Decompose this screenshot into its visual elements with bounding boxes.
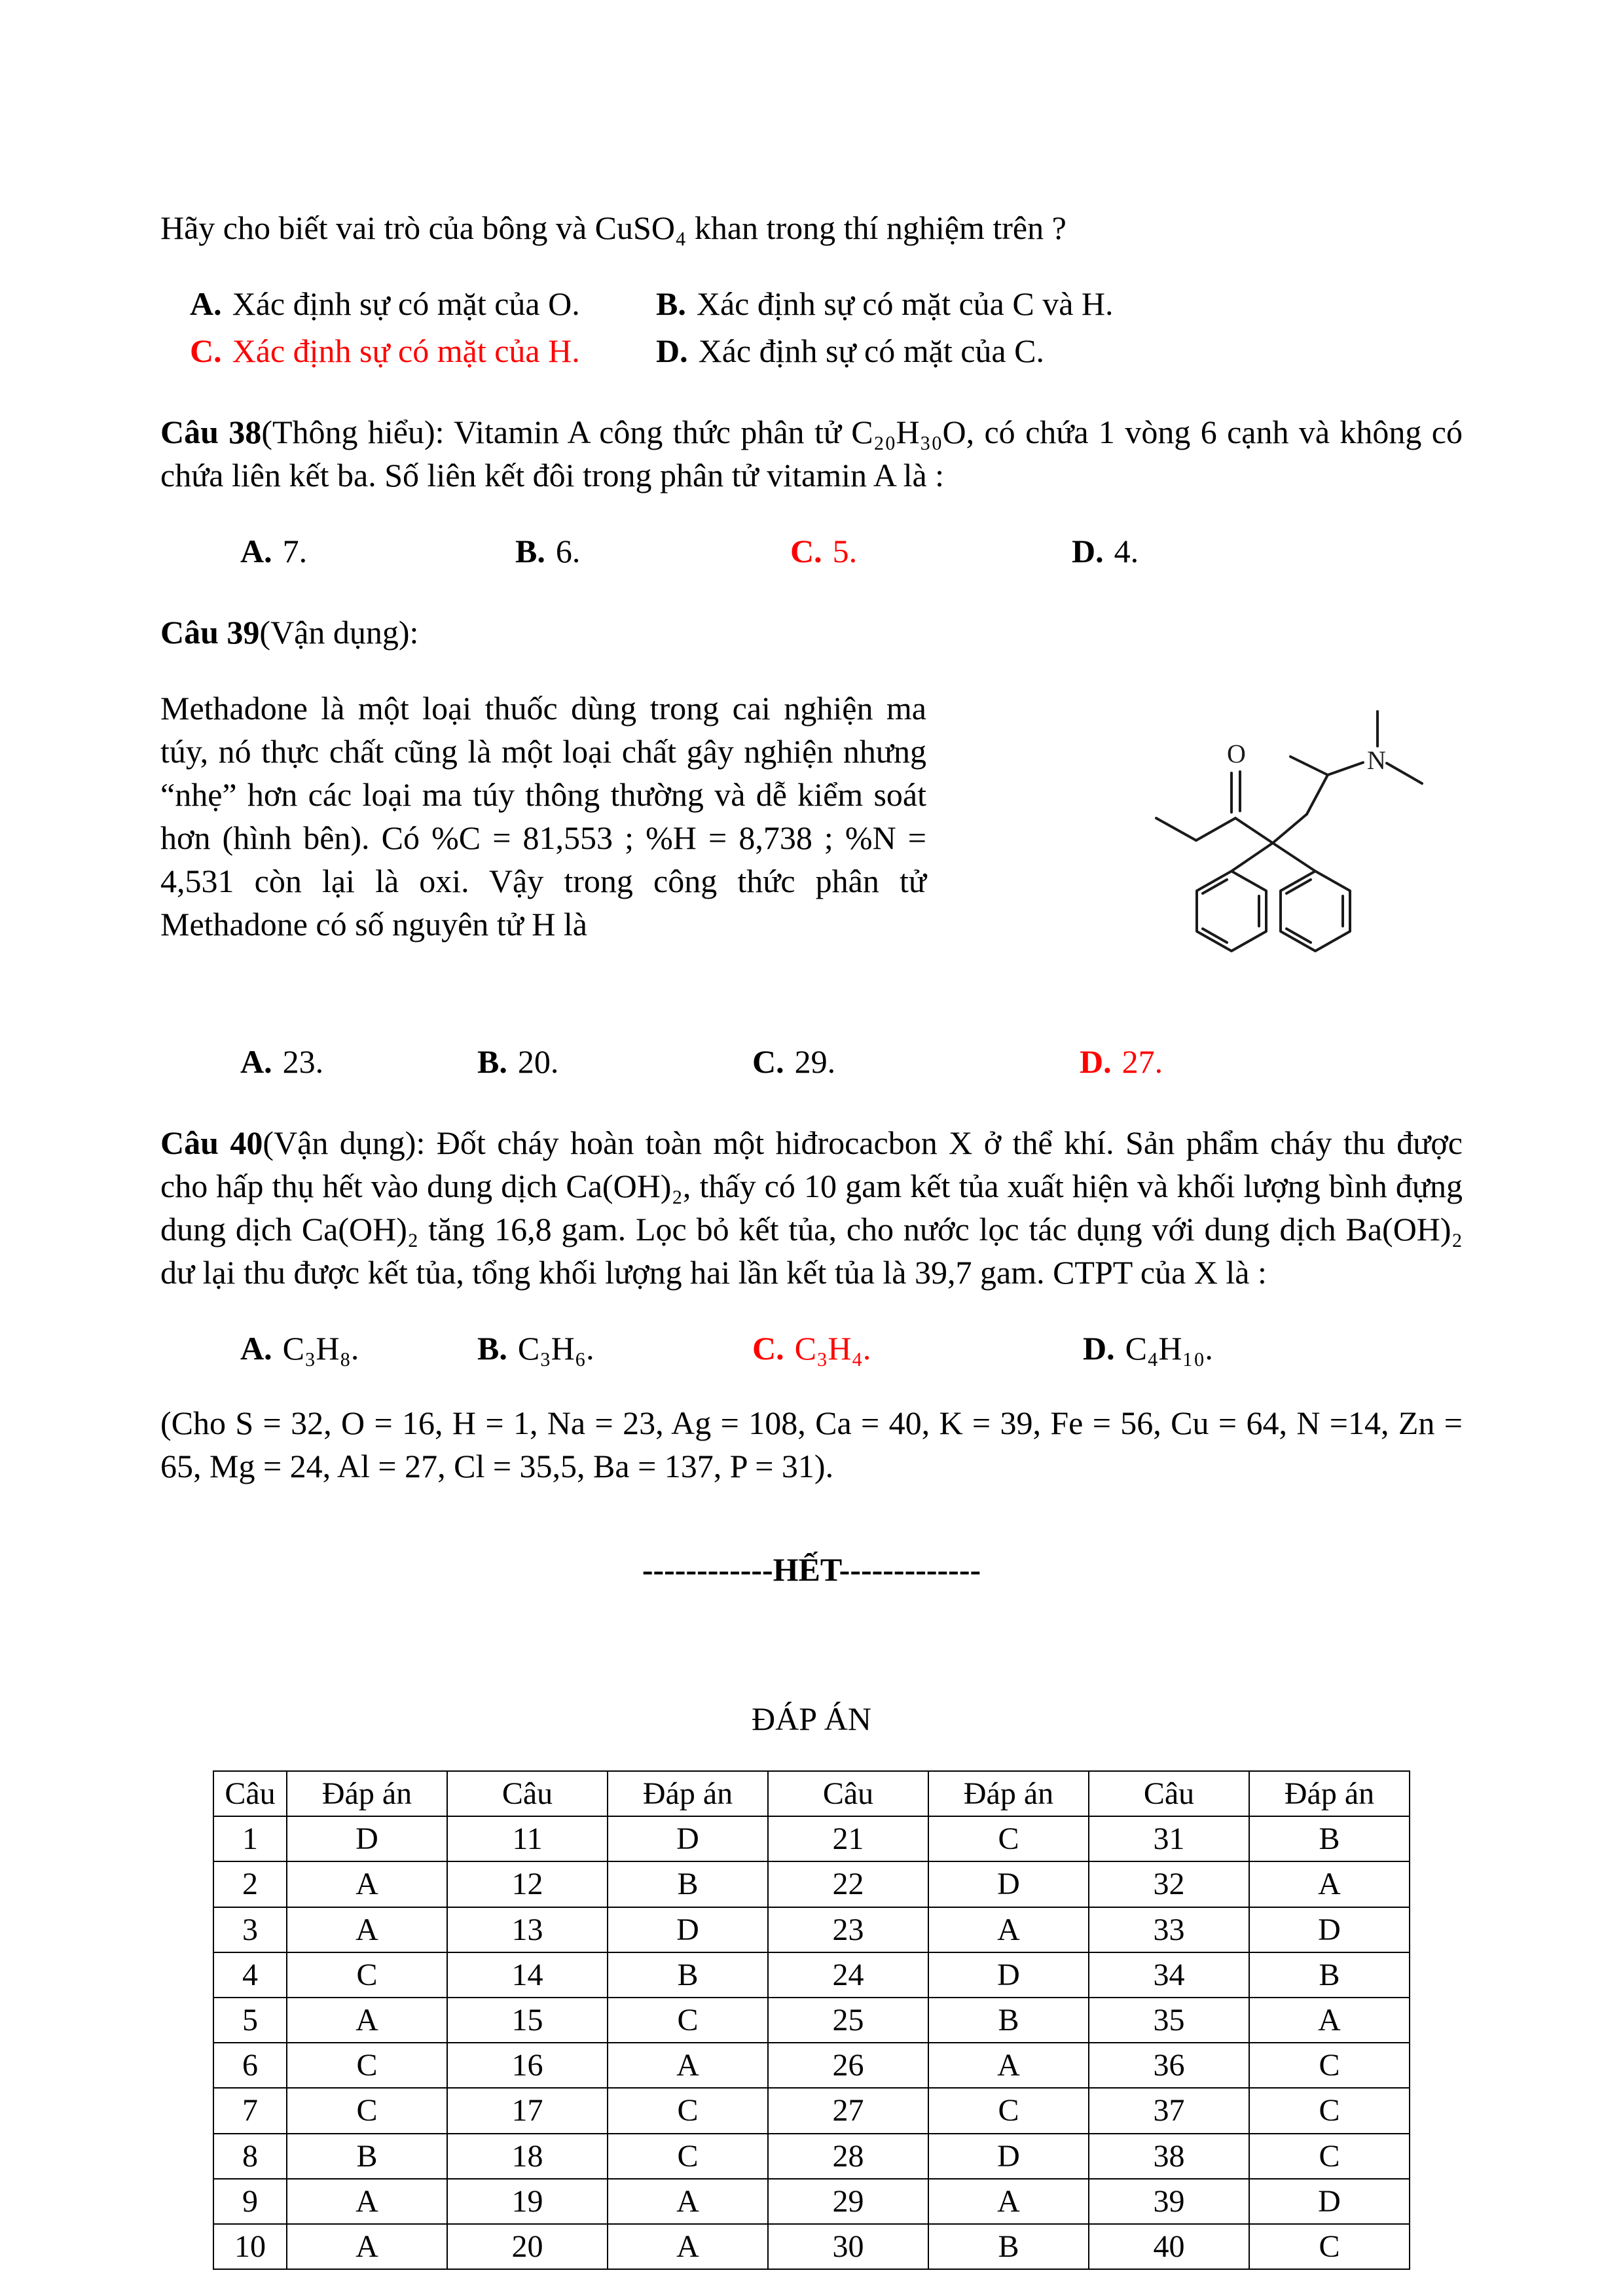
- q38-option-d: [1072, 529, 1139, 573]
- answer-cell: 24: [768, 1952, 928, 1998]
- answer-cell: 16: [447, 2043, 608, 2088]
- option-letter: C.: [752, 1043, 784, 1080]
- answer-cell: A: [928, 2179, 1089, 2224]
- answer-cell: 8: [213, 2134, 287, 2179]
- answer-cell: B: [287, 2134, 447, 2179]
- answer-cell: 15: [447, 1998, 608, 2043]
- answer-column-header: Đáp án: [928, 1771, 1089, 1816]
- answer-column-header: Câu: [213, 1771, 287, 1816]
- answer-cell: A: [287, 2179, 447, 2224]
- answer-row: [213, 1907, 1410, 1952]
- answer-cell: 22: [768, 1861, 928, 1907]
- option-letter: C.: [790, 533, 822, 569]
- answer-cell: A: [928, 2043, 1089, 2088]
- q38-option-c-correct: [790, 529, 1072, 573]
- answer-cell: D: [608, 1816, 768, 1861]
- q37-options-row-1: [160, 282, 1463, 325]
- answer-cell: 19: [447, 2179, 608, 2224]
- question-39: [160, 611, 1463, 1083]
- q39-option-a: [240, 1040, 477, 1083]
- q37-option-c-correct: [190, 329, 656, 372]
- answer-cell: B: [928, 1998, 1089, 2043]
- option-text: Xác định sự có mặt của C.: [698, 332, 1044, 369]
- option-text: C₃H₄.: [794, 1330, 871, 1367]
- answer-row: [213, 2043, 1410, 2088]
- option-text: 20.: [517, 1043, 559, 1080]
- answer-cell: 32: [1089, 1861, 1249, 1907]
- answer-cell: A: [287, 2224, 447, 2269]
- answer-column-header: Câu: [1089, 1771, 1249, 1816]
- answer-cell: A: [608, 2043, 768, 2088]
- answer-cell: 33: [1089, 1907, 1249, 1952]
- answer-cell: 12: [447, 1861, 608, 1907]
- methadone-structure-figure: [1076, 687, 1463, 992]
- option-letter: D.: [1080, 1043, 1112, 1080]
- answer-column-header: Đáp án: [1249, 1771, 1410, 1816]
- answer-cell: C: [608, 2134, 768, 2179]
- q38-level: (Thông hiểu):: [261, 414, 454, 450]
- answer-cell: 36: [1089, 2043, 1249, 2088]
- option-letter: D.: [656, 332, 688, 369]
- answer-cell: 14: [447, 1952, 608, 1998]
- answer-cell: A: [1249, 1998, 1410, 2043]
- answer-cell: 25: [768, 1998, 928, 2043]
- option-letter: A.: [240, 1043, 272, 1080]
- answer-key-title: ĐÁP ÁN: [752, 1700, 871, 1737]
- answer-cell: 18: [447, 2134, 608, 2179]
- option-letter: C.: [752, 1330, 784, 1367]
- q40-question-text: [160, 1121, 1463, 1294]
- answer-cell: 40: [1089, 2224, 1249, 2269]
- option-text: 7.: [282, 533, 308, 569]
- methadone-structure-diagram: [1076, 696, 1443, 984]
- answer-cell: 17: [447, 2088, 608, 2133]
- q38-options-row: [160, 529, 1463, 573]
- answer-cell: 30: [768, 2224, 928, 2269]
- answer-cell: C: [287, 2043, 447, 2088]
- answer-cell: A: [287, 1998, 447, 2043]
- answer-cell: B: [1249, 1952, 1410, 1998]
- q39-option-c: [752, 1040, 1080, 1083]
- answer-row: [213, 2224, 1410, 2269]
- answer-cell: 21: [768, 1816, 928, 1861]
- answer-cell: A: [608, 2179, 768, 2224]
- q39-text: Methadone là một loại thuốc dùng trong cai nghiện ma túy, nó thực chất cũng là một loại chất gây nghiện nhưng “nhẹ” hơn các loại ma túy thông thường và dễ kiểm soát hơn (hình bên). Có %C = 81,553 ; %H = 8,738 ; %N = 4,531 còn lại là oxi. Vậy trong công thức phân tử Methadone có số nguyên tử H là: [160, 690, 926, 942]
- answer-cell: A: [287, 1861, 447, 1907]
- answer-cell: C: [1249, 2224, 1410, 2269]
- option-letter: A.: [240, 533, 272, 569]
- q40-option-d: [1083, 1327, 1213, 1370]
- answer-cell: D: [608, 1907, 768, 1952]
- option-text: 6.: [555, 533, 581, 569]
- option-text: 23.: [282, 1043, 324, 1080]
- q38-option-b: [515, 529, 790, 573]
- q40-options-row: [160, 1327, 1463, 1370]
- option-text: 27.: [1122, 1043, 1163, 1080]
- answer-row: [213, 1816, 1410, 1861]
- q39-option-d-correct: [1080, 1040, 1163, 1083]
- q39-option-b: [477, 1040, 752, 1083]
- answer-cell: D: [1249, 2179, 1410, 2224]
- answer-cell: 34: [1089, 1952, 1249, 1998]
- atomic-mass-note: (Cho S = 32, O = 16, H = 1, Na = 23, Ag = 108, Ca = 40, K = 39, Fe = 56, Cu = 64, N =14, Zn = 65, Mg = 24, Al = 27, Cl = 35,5, Ba = 137, P = 31).: [160, 1405, 1463, 1484]
- answer-cell: 4: [213, 1952, 287, 1998]
- answer-column-header: Câu: [768, 1771, 928, 1816]
- answer-cell: 9: [213, 2179, 287, 2224]
- q40-level: (Vận dụng):: [263, 1124, 437, 1161]
- option-letter: D.: [1083, 1330, 1115, 1367]
- answer-cell: 20: [447, 2224, 608, 2269]
- question-38: [160, 410, 1463, 573]
- option-letter: A.: [190, 285, 222, 322]
- q37-options-row-2: [160, 329, 1463, 372]
- q37-option-d: [656, 329, 1044, 372]
- q38-text: Vitamin A công thức phân tử C₂₀H₃₀O, có chứa 1 vòng 6 cạnh và không có chứa liên kết ba. Số liên kết đôi trong phân tử vitamin A là :: [160, 414, 1463, 493]
- nitrogen-atom-label: N: [1367, 745, 1386, 775]
- answer-cell: A: [608, 2224, 768, 2269]
- q40-option-a: [240, 1327, 477, 1370]
- answer-cell: C: [928, 2088, 1089, 2133]
- answer-cell: 38: [1089, 2134, 1249, 2179]
- option-letter: B.: [477, 1330, 507, 1367]
- answer-cell: D: [928, 2134, 1089, 2179]
- answer-cell: 2: [213, 1861, 287, 1907]
- answer-cell: B: [1249, 1816, 1410, 1861]
- answer-cell: 39: [1089, 2179, 1249, 2224]
- answer-cell: 29: [768, 2179, 928, 2224]
- option-letter: D.: [1072, 533, 1104, 569]
- q39-body: [160, 687, 1463, 992]
- answer-cell: D: [287, 1816, 447, 1861]
- option-text: C₄H₁₀.: [1125, 1330, 1213, 1367]
- answer-cell: 28: [768, 2134, 928, 2179]
- q39-level: (Vận dụng):: [259, 614, 419, 651]
- option-letter: C.: [190, 332, 222, 369]
- answer-cell: D: [1249, 1907, 1410, 1952]
- answer-cell: A: [1249, 1861, 1410, 1907]
- oxygen-atom-label: O: [1227, 739, 1246, 768]
- answer-cell: 7: [213, 2088, 287, 2133]
- option-text: Xác định sự có mặt của H.: [232, 332, 580, 369]
- answer-cell: B: [608, 1861, 768, 1907]
- answer-cell: 23: [768, 1907, 928, 1952]
- answer-cell: 31: [1089, 1816, 1249, 1861]
- option-text: C₃H₈.: [282, 1330, 359, 1367]
- answer-cell: C: [287, 1952, 447, 1998]
- answer-cell: C: [1249, 2134, 1410, 2179]
- option-letter: B.: [477, 1043, 507, 1080]
- answer-cell: 5: [213, 1998, 287, 2043]
- answer-cell: 6: [213, 2043, 287, 2088]
- q39-label: Câu 39: [160, 614, 260, 651]
- option-letter: A.: [240, 1330, 272, 1367]
- answer-cell: A: [928, 1907, 1089, 1952]
- answer-cell: C: [287, 2088, 447, 2133]
- answer-column-header: Đáp án: [287, 1771, 447, 1816]
- answer-row: [213, 2134, 1410, 2179]
- q38-option-a: [240, 529, 515, 573]
- answer-column-header: Câu: [447, 1771, 608, 1816]
- answer-cell: 26: [768, 2043, 928, 2088]
- answer-row: [213, 2088, 1410, 2133]
- answer-row: [213, 1952, 1410, 1998]
- answer-cell: D: [928, 1861, 1089, 1907]
- answer-cell: 10: [213, 2224, 287, 2269]
- answer-cell: 27: [768, 2088, 928, 2133]
- answer-cell: 35: [1089, 1998, 1249, 2043]
- answer-cell: D: [928, 1952, 1089, 1998]
- answer-key-table: [213, 1770, 1410, 2270]
- answer-cell: 3: [213, 1907, 287, 1952]
- answer-cell: 1: [213, 1816, 287, 1861]
- q40-text: Đốt cháy hoàn toàn một hiđrocacbon X ở thể khí. Sản phẩm cháy thu được cho hấp thụ hết vào dung dịch Ca(OH)₂, thấy có 10 gam kết tủa xuất hiện và khối lượng bình đựng dung dịch Ca(OH)₂ tăng 16,8 gam. Lọc bỏ kết tủa, cho nước lọc tác dụng với dung dịch Ba(OH)₂ dư lại thu được kết tủa, tổng khối lượng hai lần kết tủa là 39,7 gam. CTPT của X là :: [160, 1124, 1463, 1291]
- answer-cell: 13: [447, 1907, 608, 1952]
- option-text: Xác định sự có mặt của O.: [232, 285, 580, 322]
- q40-label: Câu 40: [160, 1124, 263, 1161]
- answer-row: [213, 1861, 1410, 1907]
- answer-cell: C: [608, 2088, 768, 2133]
- option-letter: B.: [656, 285, 686, 322]
- q39-options-row: [160, 1040, 1463, 1083]
- answer-cell: 11: [447, 1816, 608, 1861]
- answer-header-row: [213, 1771, 1410, 1816]
- answer-row: [213, 1998, 1410, 2043]
- answer-cell: C: [1249, 2088, 1410, 2133]
- option-letter: B.: [515, 533, 545, 569]
- q37-option-a: [190, 282, 656, 325]
- q40-option-c-correct: [752, 1327, 1083, 1370]
- question-40: [160, 1121, 1463, 1370]
- answer-cell: C: [608, 1998, 768, 2043]
- q37-question-text: Hãy cho biết vai trò của bông và CuSO₄ khan trong thí nghiệm trên ?: [160, 209, 1067, 246]
- q37-option-b: [656, 282, 1114, 325]
- answer-cell: A: [287, 1907, 447, 1952]
- answer-row: [213, 2179, 1410, 2224]
- q38-label: Câu 38: [160, 414, 262, 450]
- option-text: 5.: [832, 533, 858, 569]
- answer-cell: C: [928, 1816, 1089, 1861]
- q38-question-text: [160, 410, 1463, 497]
- answer-cell: 37: [1089, 2088, 1249, 2133]
- q39-heading: [160, 611, 1463, 654]
- answer-key-section: [160, 1700, 1463, 2270]
- q40-option-b: [477, 1327, 752, 1370]
- option-text: C₃H₆.: [517, 1330, 594, 1367]
- option-text: 29.: [794, 1043, 836, 1080]
- answer-column-header: Đáp án: [608, 1771, 768, 1816]
- option-text: 4.: [1114, 533, 1139, 569]
- answer-cell: C: [1249, 2043, 1410, 2088]
- end-of-exam-divider: ------------HẾT-------------: [642, 1551, 981, 1588]
- option-text: Xác định sự có mặt của C và H.: [696, 285, 1114, 322]
- answer-cell: B: [928, 2224, 1089, 2269]
- answer-cell: B: [608, 1952, 768, 1998]
